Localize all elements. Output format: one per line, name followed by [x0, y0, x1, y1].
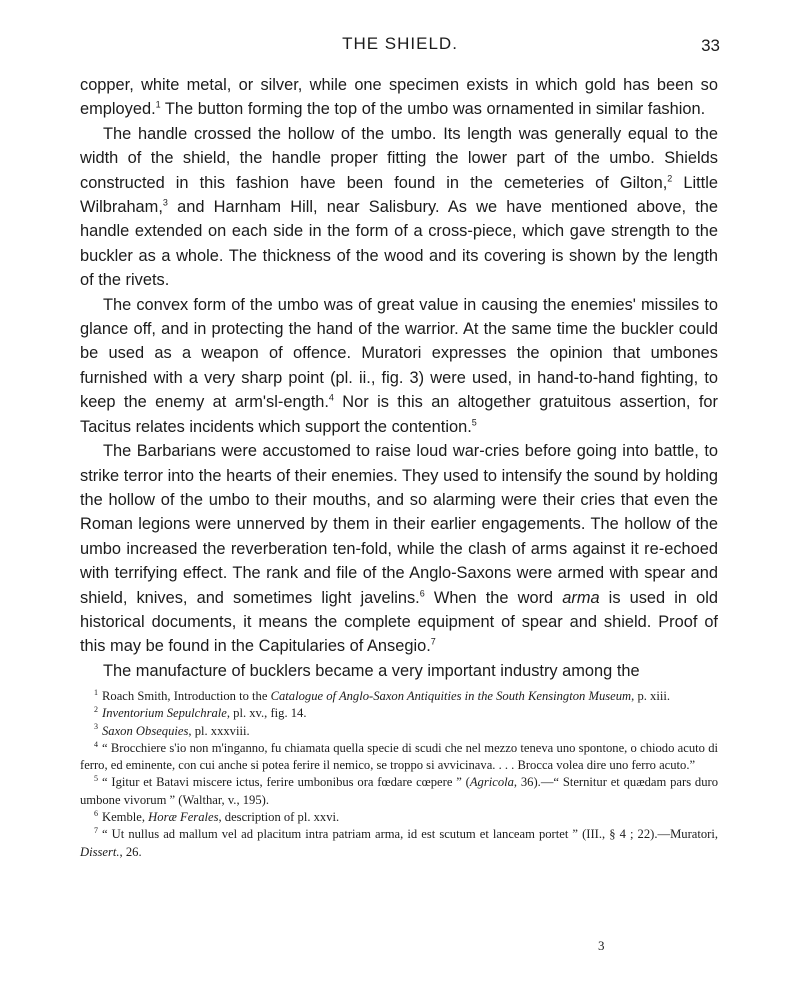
italic-title: Inventorium Sepulchrale	[102, 706, 227, 721]
text-run: “ Ut nullus ad mallum vel ad placitum intra patriam arma, id est scutum et lanceam portet ” (III., § 4 ; 22).—Muratori,	[102, 827, 718, 842]
paragraph-5	[80, 659, 718, 683]
text-run: The button forming the top of the umbo was ornamented in similar fashion.	[160, 100, 706, 119]
text-run: , pl. xxxviii.	[188, 723, 250, 738]
page-number: 33	[701, 36, 720, 55]
text-run: The manufacture of bucklers became a very important industry among the	[103, 661, 640, 680]
italic-title: Horæ Ferales	[148, 810, 219, 825]
footnote-number: 1	[94, 687, 98, 697]
footnote-number: 4	[94, 739, 98, 749]
text-run: , 36).—“ Sternitur et quædam pars duro umbone vivorum ” (Walthar, v., 195).	[80, 775, 718, 807]
footnote-ref-3: 3	[162, 197, 168, 208]
text-run: , 26.	[119, 844, 142, 859]
text-run: “ Igitur et Batavi miscere ictus, ferire umbonibus ora fœdare cœpere ” (	[102, 775, 470, 790]
footnote-6	[80, 809, 718, 826]
text-run: The convex form of the umbo was of great value in causing the enemies' missiles to glance off, and in protecting the hand of the warrior. At the same time the buckler could be used as a weapon of offence. Muratori expresses the opinion that umbones furnished with a very sharp point (pl. ii., fig. 3) were used, in hand-to-hand fighting, to keep the enemy at arm'sl-ength.	[80, 295, 718, 412]
running-head	[80, 34, 720, 58]
running-title: THE SHIELD.	[342, 34, 458, 53]
text-run: , pl. xv., fig. 14.	[226, 706, 307, 721]
signature-mark: 3	[598, 938, 605, 953]
text-run: The handle crossed the hollow of the umbo. Its length was generally equal to the width of the shield, the handle proper fitting the lower part of the umbo. Shields constructed in this fashion have been found in the cemeteries of Gilton,	[80, 124, 718, 192]
text-run: “ Brocchiere s'io non m'inganno, fu chiamata quella specie di scudi che nel mezzo teneva uno spontone, o chiodo acuto di ferro, ed eminente, con cui anche si potea ferire il nemico, se troppo si avvicinava. . . . Brocca volea dire uno ferro acuto.”	[80, 740, 718, 773]
footnote-number: 3	[94, 722, 98, 732]
footnote-ref-5: 5	[471, 417, 477, 428]
text-run: Nor is this an altogether gratuitous assertion, for Tacitus relates incidents which support the contention.	[80, 393, 718, 436]
footnote-1	[80, 688, 718, 705]
text-run: The Barbarians were accustomed to raise loud war-cries before going into battle, to strike terror into the hearts of their enemies. They used to intensify the sound by holding the hollow of the umbo to their mouths, and so alarming were their cries that even the Roman legions were unnerved by them in their earlier engagements. The hollow of the umbo increased the reverberation ten-fold, while the clash of arms against it re-echoed with terrifying effect. The rank and file of the Anglo-Saxons were armed with spear and shield, knives, and sometimes light javelins.	[80, 442, 718, 607]
text-run: , p. xiii.	[631, 689, 670, 703]
footnote-ref-7: 7	[430, 636, 436, 647]
text-run: copper, white metal, or silver, while one specimen exists in which gold has been so employed.	[80, 76, 718, 119]
italic-title: Catalogue of Anglo-Saxon Antiquities in the South Kensington Museum	[270, 689, 632, 703]
italic-title: Agricola	[469, 775, 514, 790]
footnote-ref-1: 1	[155, 99, 161, 110]
footnote-number: 2	[94, 705, 98, 715]
footnote-7	[80, 826, 718, 861]
italic-title: Saxon Obsequies	[102, 723, 189, 738]
text-run: Little Wilbraham,	[80, 173, 718, 217]
footnotes	[80, 688, 718, 861]
text-run: is used in old historical documents, it means the complete equipment of spear and shield. Proof of this may be found in the Capitularies of Ansegio.	[80, 588, 718, 656]
paragraph-1	[80, 73, 718, 122]
paragraph-2	[80, 122, 718, 293]
footnote-2	[80, 705, 718, 722]
paragraph-3	[80, 293, 718, 439]
text-run: , description of pl. xxvi.	[218, 810, 340, 825]
main-text	[80, 73, 718, 683]
footnote-number: 6	[94, 808, 98, 818]
text-run: and Harnham Hill, near Salisbury. As we have mentioned above, the handle extended on each side in the form of a cross-piece, which gave strength to the buckler as a whole. The thickness of the wood and its covering is shown by the length of the rivets.	[80, 198, 718, 290]
text-run: When the word	[424, 588, 563, 607]
italic-title: Dissert.	[80, 844, 120, 859]
text-run: Kemble,	[102, 810, 149, 825]
footnote-3	[80, 723, 718, 740]
footnote-number: 5	[94, 774, 98, 784]
footnote-ref-4: 4	[328, 392, 334, 403]
footnote-ref-2: 2	[667, 173, 673, 184]
italic-term: arma	[562, 588, 600, 607]
paragraph-4	[80, 439, 718, 659]
footnote-5	[80, 774, 718, 809]
footnote-number: 7	[94, 826, 98, 836]
footnote-ref-6: 6	[419, 588, 425, 599]
text-run: Roach Smith, Introduction to the	[102, 689, 271, 703]
footnote-4	[80, 740, 718, 775]
